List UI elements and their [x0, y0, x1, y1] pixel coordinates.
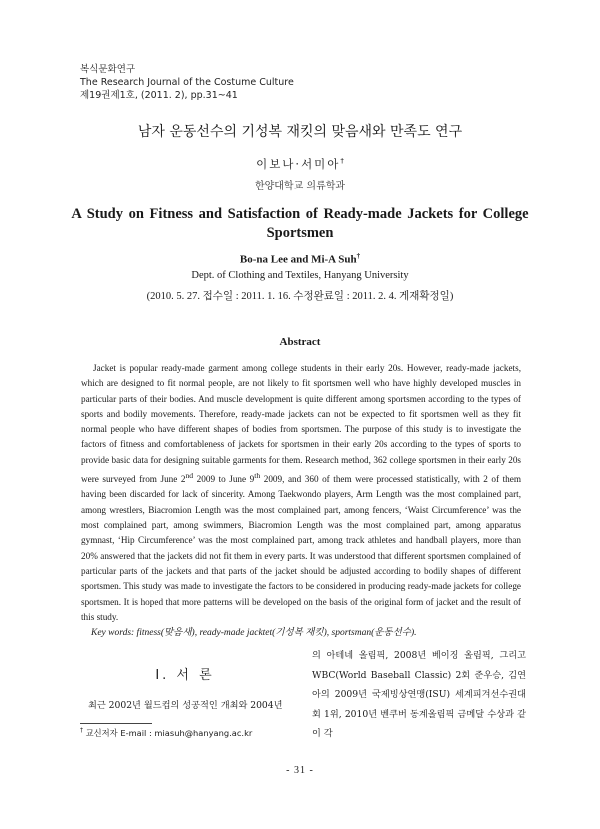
abstract-part-3: 2009, and 360 of them were processed statistically, with 2 of them having been discarded for lack of sincerity. Among Taekwondo players, Arm Length was the most complained part, among wrestlers, Biacromion Length was the most complained part, among fencers, ‘Waist Circumference’ was the most complained part, among swimmers, Biacromion Length was the most complained part, among apparatus gymnast, ‘Hip Circumference’ was the most complained part, among track athletes and handball players, more than 20% answered that the jackets did not fit them in every parts. It was understood that different sportsmen complained of particular parts of the jackets and that parts of the jacket should be adjusted according to bodily shapes of different sportsmen. This study was made to investigate the factors to be considered in producing ready-made jackets for college sportsmen. It is hoped that more patterns will be developed on the basis of the original form of jacket and the result of this study.: [81, 474, 521, 622]
abstract-heading: Abstract: [279, 336, 321, 348]
abstract-superscript-nd: nd: [185, 471, 194, 481]
abstract-part-1: Jacket is popular ready-made garment among college students in their early 20s. However, ready-made jackets, which are designed to fit normal people, are not likely to fit sportsmen well who have highly developed muscles in particular parts of their bodies. And muscle development is quite different among sportsmen according to the types of sports and bodily movements. Therefore, ready-made jackets can not be expected to fit sportsmen well as they fit normal people who have different shapes of bodies from sportsmen. The purpose of this study is to investigate the factors of fitness and comfortableness of jackets for sportsmen in their early 20s according to the types of sports to provide basic data for designing suitable garments for them. Research method, 362 college sportsmen in their early 20s were surveyed from June 2: [81, 363, 521, 485]
footnote: [80, 727, 252, 739]
korean-title: 남자 운동선수의 기성복 재킷의 맞음새와 만족도 연구: [137, 124, 463, 140]
journal-name-english: The Research Journal of the Costume Culture: [80, 77, 294, 88]
submission-dates: (2010. 5. 27. 접수일 : 2011. 1. 16. 수정완료일 : 2011. 2. 4. 게재확정일): [146, 291, 454, 302]
english-author-names: Bo-na Lee and Mi-A Suh: [239, 253, 357, 266]
english-title: A Study on Fitness and Satisfaction of Ready-made Jackets for College Sportsmen: [71, 206, 529, 241]
journal-issue: 제19권제1호, (2011. 2), pp.31~41: [80, 90, 238, 101]
korean-affiliation: 한양대학교 의류학과: [254, 181, 346, 192]
journal-header: [80, 63, 294, 102]
english-affiliation: Dept. of Clothing and Textiles, Hanyang University: [191, 270, 409, 281]
corresponding-author-mark: †: [340, 157, 344, 166]
english-authors: [0, 252, 600, 266]
body-text-left-column: 최근 2002년 월드컵의 성공적인 개최와 2004년: [88, 700, 283, 711]
page-number: - 31 -: [286, 765, 314, 776]
abstract-part-2: 2009 to June 9: [193, 474, 255, 485]
journal-name-korean: 복식문화연구: [80, 64, 136, 75]
footnote-text: 교신저자 E-mail : miasuh@hanyang.ac.kr: [83, 728, 253, 738]
korean-author-names: 이보나·서미아: [256, 157, 341, 171]
footnote-divider: [80, 723, 152, 724]
abstract-body: [81, 361, 521, 625]
abstract-superscript-th: th: [254, 471, 261, 481]
korean-authors: [0, 156, 600, 172]
corresponding-author-mark-en: †: [356, 252, 361, 260]
section-heading-introduction: Ⅰ. 서 론: [155, 668, 215, 683]
body-text-right-column: 의 아테네 올림픽, 2008년 베이징 올림픽, 그리고 WBC(World Baseball Classic) 2회 준우승, 김연아의 2009년 국제빙상연맹(ISU) 세계피겨선수권대회 1위, 2010년 벤쿠버 동계올림픽 금메달 수상과 같이 각: [312, 650, 526, 739]
footnote-mark: †: [80, 727, 83, 735]
keywords: Key words: fitness(맞음새), ready-made jacktet(기성복 재킷), sportsman(운동선수).: [91, 628, 417, 638]
